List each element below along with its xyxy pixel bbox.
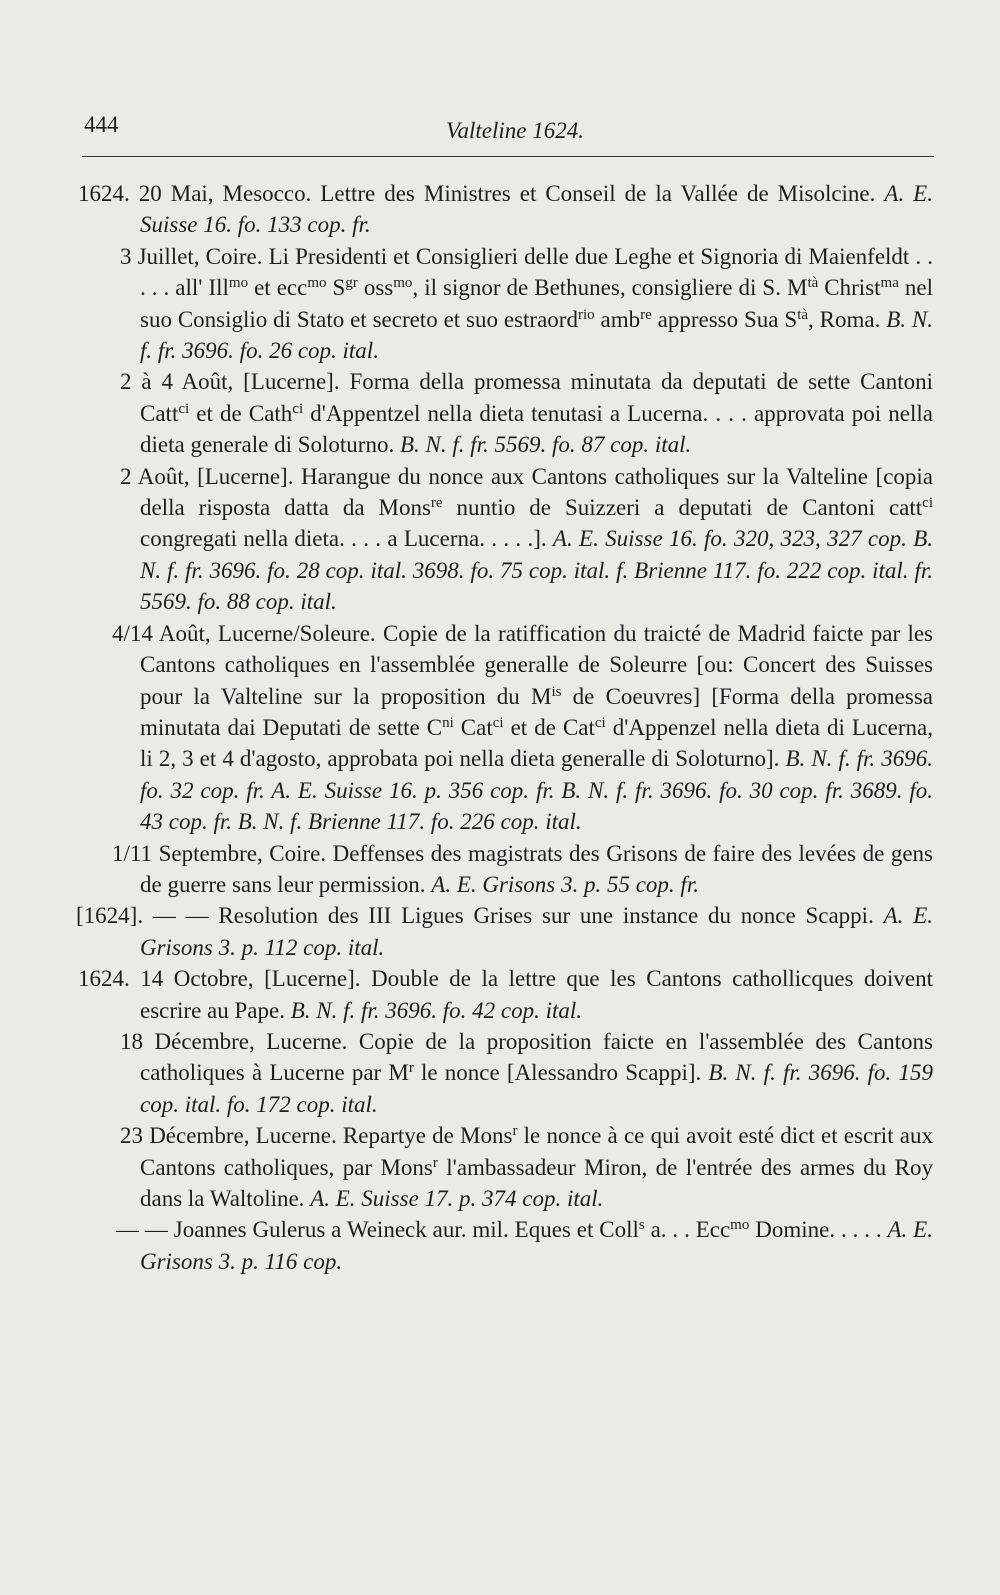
entry-text: Coire. Deffenses des magistrats des Grisons de faire des levées de gens de guerre sans leur permission.	[140, 840, 933, 897]
archive-reference: A. E. Grisons 3. p. 55 cop. fr.	[431, 871, 699, 897]
superscript: ni	[442, 714, 454, 731]
archive-reference: A. E. Grisons 3. p. 116 cop.	[140, 1217, 933, 1274]
entry-text: d'Appenzel nella dieta di Lucerna, li 2, 3 et 4 d'agosto, approbata poi nella dieta generalle di Soloturno].	[140, 714, 933, 772]
superscript: ci	[292, 400, 304, 417]
catalog-entry	[78, 963, 933, 1026]
header-rule	[82, 156, 934, 157]
entry-date: 1/11 Septembre,	[112, 840, 263, 866]
archive-reference: B. N. f. fr. 3696. fo. 26 cop. ital.	[140, 306, 933, 364]
entry-text: Coire. Li Presidenti et Consiglieri delle due Leghe et Signoria di Maienfeldt . . . . . all' Ill	[140, 243, 933, 301]
catalog-entry	[120, 1026, 934, 1120]
entry-text: Cat	[453, 714, 493, 740]
superscript: tà	[807, 275, 819, 292]
superscript: ci	[178, 400, 190, 417]
archive-reference: A. E. Suisse 16. fo. 320, 323, 327 cop. B. N. f. fr. 3696. fo. 28 cop. ital. 3698. fo. 75 cop. ital. f. Brienne 117. fo. 222 cop. ital. fr. 5569. fo. 88 cop. ital.	[140, 526, 933, 615]
entry-text: Lucerne. Copie de la proposition faicte en l'assemblée des Cantons catholiques à Lucerne par M	[140, 1028, 934, 1086]
superscript: mo	[228, 275, 249, 292]
entry-text: nel suo Consiglio di Stato et secreto et suo estraord	[140, 275, 933, 332]
entry-date: 2 à 4 Août,	[120, 369, 234, 395]
entry-date: 3 Juillet,	[120, 243, 200, 269]
entry-text: nuntio de Suizzeri a deputati de Cantoni catt	[442, 495, 923, 521]
catalog-entry	[120, 461, 933, 618]
superscript: mo	[730, 1217, 750, 1234]
entry-text: , il signor de Bethunes, consigliere di S. M	[412, 275, 808, 301]
entry-text: a. . . Ecc	[644, 1217, 731, 1243]
catalog-entry	[116, 1214, 933, 1277]
entry-text: appresso Sua S	[651, 306, 798, 332]
superscript: rio	[577, 306, 595, 323]
archive-reference: B. N. f. fr. 3696. fo. 159 cop. ital. fo. 172 cop. ital.	[140, 1060, 933, 1117]
superscript: mo	[393, 275, 413, 292]
superscript: re	[430, 495, 443, 512]
archive-reference: A. E. Suisse 16. fo. 133 cop. fr.	[140, 181, 933, 238]
entry-date: 18 Décembre,	[120, 1028, 255, 1054]
superscript: r	[512, 1123, 518, 1140]
archive-reference: B. N. f. fr. 3696. fo. 32 cop. fr. A. E. Suisse 16. p. 356 cop. fr. B. N. f. fr. 3696. fo. 30 cop. fr. 3689. fo. 43 cop. fr. B. N. f. Brienne 117. fo. 226 cop. ital.	[140, 746, 933, 835]
catalog-entry	[112, 618, 933, 838]
entry-text: , Roma.	[808, 306, 887, 332]
entry-date: 1624. 14 Octobre,	[78, 966, 254, 992]
superscript: ci	[594, 714, 606, 731]
archive-reference: B. N. f. fr. 3696. fo. 42 cop. ital.	[290, 997, 583, 1023]
entry-text: [Lucerne]. Forma della promessa minutata da deputati de sette Cantoni Catt	[140, 369, 933, 426]
archive-reference: A. E. Grisons 3. p. 112 cop. ital.	[140, 903, 933, 960]
entry-text: [Lucerne]. Harangue du nonce aux Cantons catholiques sur la Valteline [copia della risposta datta da Mons	[140, 463, 933, 521]
entry-text: oss	[357, 275, 394, 301]
entry-date: 23 Décembre,	[120, 1123, 250, 1149]
superscript: r	[408, 1060, 414, 1077]
entry-date: [1624]. — —	[76, 903, 209, 929]
entry-text: le nonce [Alessandro Scappi].	[413, 1060, 709, 1086]
entry-text: congregati nella dieta. . . . a Lucerna. . . . .].	[140, 526, 553, 552]
entry-text: Resolution des III Ligues Grises sur une instance du nonce Scappi.	[208, 903, 884, 929]
superscript: r	[432, 1154, 438, 1171]
entry-list	[0, 178, 1000, 1277]
superscript: is	[551, 683, 562, 700]
superscript: ci	[492, 714, 504, 731]
archive-reference: B. N. f. fr. 5569. fo. 87 cop. ital.	[399, 432, 692, 458]
superscript: ma	[880, 275, 899, 292]
entry-text: Mesocco. Lettre des Ministres et Conseil de la Vallée de Misolcine.	[213, 181, 885, 206]
archive-reference: A. E. Suisse 17. p. 374 cop. ital.	[310, 1186, 604, 1211]
entry-text: le nonce à ce qui avoit esté dict et escrit aux Cantons catholiques, par Mons	[140, 1123, 933, 1180]
superscript: re	[640, 306, 652, 323]
entry-text: Domine. . . . .	[749, 1217, 888, 1243]
entry-text: Christ	[818, 275, 881, 301]
entry-text: Lucerne/Soleure. Copie de la ratiffication du traicté de Madrid faicte par les Cantons catholiques en l'assemblée generalle de Soleurre [ou: Concert des Suisses pour la Valteline sur la proposition du M	[140, 620, 933, 709]
catalog-entry	[76, 900, 933, 963]
superscript: s	[638, 1217, 645, 1234]
entry-text: et de Cat	[503, 714, 595, 740]
entry-text: Joannes Gulerus a Weineck aur. mil. Eques et Coll	[167, 1217, 639, 1243]
running-head: Valteline 1624.	[446, 118, 584, 143]
entry-text: l'ambassadeur Miron, de l'entrée des armes du Roy dans la Waltoline.	[140, 1154, 934, 1211]
entry-text: S	[326, 275, 346, 301]
entry-text: de Coeuvres] [Forma della promessa minutata dai Deputati de sette C	[140, 683, 933, 740]
entry-text: Lucerne. Repartye de Mons	[249, 1123, 513, 1149]
entry-text: d'Appentzel nella dieta tenutasi a Lucerna. . . . approvata poi nella dieta generale di Soloturno.	[140, 400, 933, 458]
catalog-entry	[120, 241, 933, 367]
superscript: mo	[307, 275, 327, 292]
superscript: ci	[922, 495, 933, 512]
catalog-entry	[112, 838, 933, 901]
catalog-entry	[78, 178, 933, 241]
catalog-entry	[120, 366, 933, 460]
page-number: 444	[84, 112, 119, 137]
entry-date: 2 Août,	[120, 463, 190, 489]
catalog-entry	[120, 1120, 934, 1214]
entry-text: et de Cath	[189, 400, 293, 426]
superscript: gr	[345, 275, 358, 292]
entry-date: 4/14 Août,	[112, 620, 211, 646]
entry-date: — —	[116, 1217, 168, 1243]
entry-text: amb	[594, 306, 641, 332]
entry-text: [Lucerne]. Double de la lettre que les Cantons cathollicques doivent escrire au Pape.	[140, 966, 933, 1023]
entry-text: et ecc	[248, 275, 308, 301]
superscript: tà	[797, 306, 809, 323]
entry-date: 1624. 20 Mai,	[78, 181, 214, 206]
